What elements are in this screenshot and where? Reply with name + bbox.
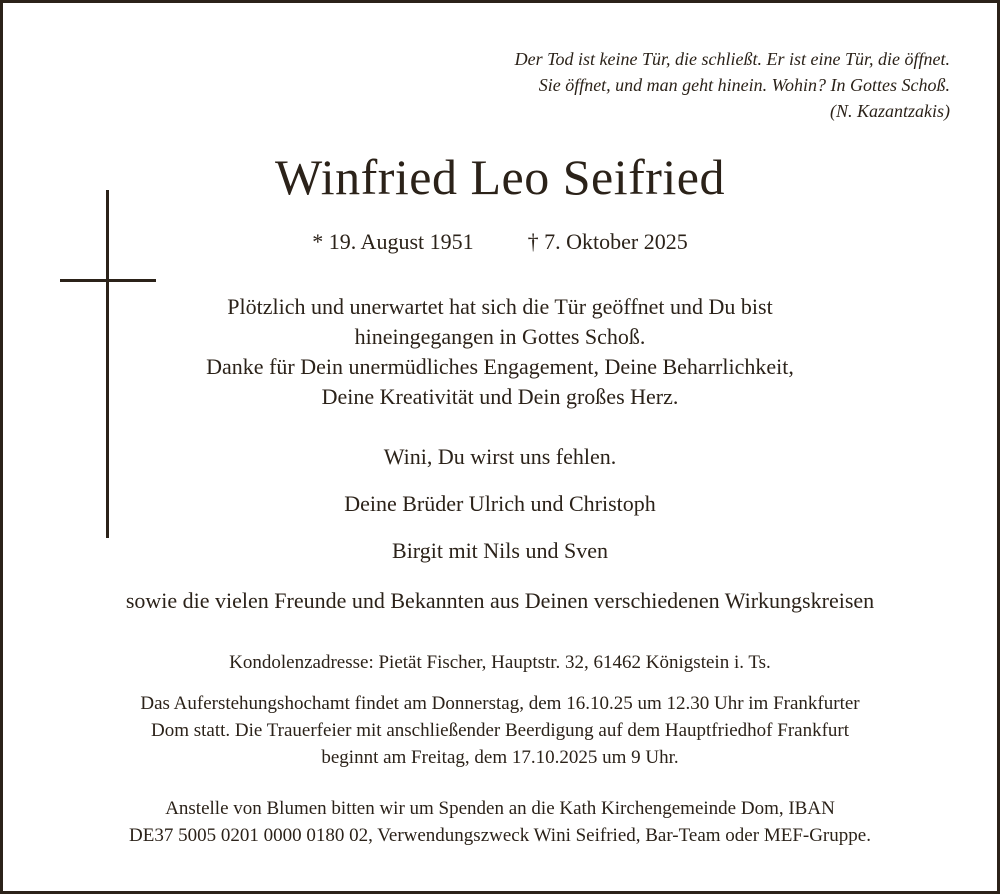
mourners-brothers: Deine Brüder Ulrich und Christoph: [344, 491, 656, 516]
donation-note: [0, 795, 1000, 849]
condolence-address: Kondolenzadresse: Pietät Fischer, Hauptstr. 32, 61462 Königstein i. Ts.: [229, 652, 771, 673]
message-line: hineingegangen in Gottes Schoß.: [354, 324, 646, 349]
mourners-family: Birgit mit Nils und Sven: [392, 538, 608, 563]
memorial-message: [0, 292, 1000, 412]
deceased-name: Winfried Leo Seifried: [275, 149, 725, 205]
message-line: Danke für Dein unermüdliches Engagement, Deine Beharrlichkeit,: [206, 354, 794, 379]
donation-line: Anstelle von Blumen bitten wir um Spenden an die Kath Kirchengemeinde Dom, IBAN: [165, 798, 835, 819]
quote-author: (N. Kazantzakis): [829, 101, 950, 121]
quote-line: Sie öffnet, und man geht hinein. Wohin? In Gottes Schoß.: [538, 75, 950, 95]
birth-date: * 19. August 1951: [312, 229, 474, 254]
message-line: Deine Kreativität und Dein großes Herz.: [321, 384, 679, 409]
service-details: [0, 690, 1000, 771]
life-dates: [0, 228, 1000, 256]
quote-line: Der Tod ist keine Tür, die schließt. Er ist eine Tür, die öffnet.: [514, 49, 950, 69]
service-line: Dom statt. Die Trauerfeier mit anschließender Beerdigung auf dem Hauptfriedhof Frankfurt: [150, 720, 850, 741]
mourners-friends: sowie die vielen Freunde und Bekannten aus Deinen verschiedenen Wirkungskreisen: [125, 588, 875, 613]
cross-icon-bar: [60, 279, 156, 282]
donation-line: DE37 5005 0201 0000 0180 02, Verwendungszweck Wini Seifried, Bar-Team oder MEF-Gruppe.: [129, 825, 871, 846]
service-line: Das Auferstehungshochamt findet am Donnerstag, dem 16.10.25 um 12.30 Uhr im Frankfurter: [140, 693, 860, 714]
death-date: † 7. Oktober 2025: [527, 229, 688, 254]
epigraph-quote: [515, 46, 950, 124]
message-line: Plötzlich und unerwartet hat sich die Tür geöffnet und Du bist: [227, 294, 773, 319]
service-line: beginnt am Freitag, dem 17.10.2025 um 9 Uhr.: [321, 747, 679, 768]
farewell-line: Wini, Du wirst uns fehlen.: [383, 444, 617, 469]
